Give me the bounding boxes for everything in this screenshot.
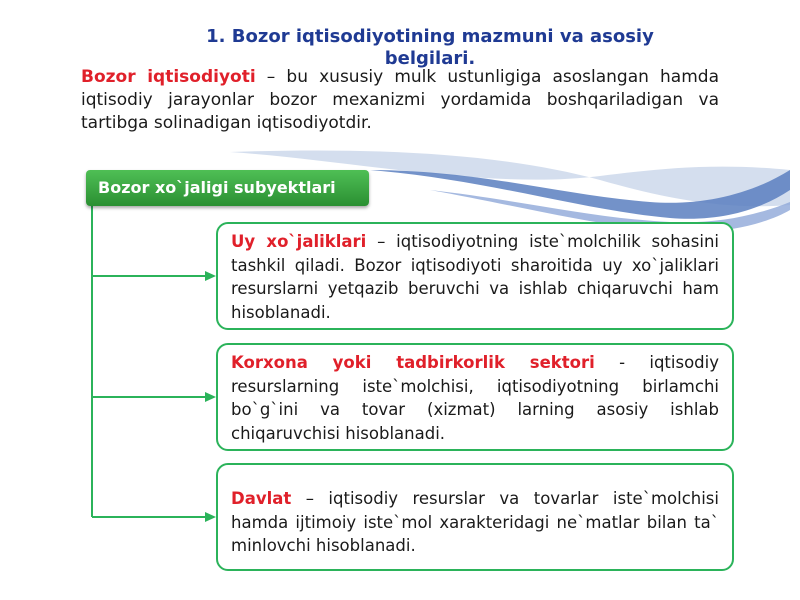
subject-term: Korxona yoki tadbirkorlik sektori [231,353,595,372]
subject-box-business [216,343,734,451]
subject-text: - iqtisodiy resurslarning iste`molchisi, iqtisodiyotning birlamchi bo`g`ini va tovar (xizmat) larning asosiy ishlab chiqaruvchisi hisoblanadi. [231,353,719,443]
definition-paragraph [81,66,719,135]
subject-term: Uy xo`jaliklari [231,232,367,251]
subject-text: – iqtisodiyotning iste`molchilik sohasini tashkil qiladi. Bozor iqtisodiyoti sharoitida uy xo`jaliklari resurslarni yetqazib beruvchi va ishlab chiqaruvchi ham hisoblanadi. [231,232,719,322]
subjects-badge: Bozor xo`jaligi subyektlari [86,170,369,206]
definition-text: – bu xususiy mulk ustunligiga asoslangan hamda iqtisodiy jarayonlar bozor mexanizmi yordamida boshqariladigan va tartibga solinadigan iqtisodiyotdir. [81,67,719,133]
subject-term: Davlat [231,489,292,508]
subject-box-households [216,222,734,330]
definition-term: Bozor iqtisodiyoti [81,67,256,87]
subject-box-state [216,463,734,571]
section-title: 1. Bozor iqtisodiyotining mazmuni va asosiy belgilari. [206,26,654,69]
subject-text: – iqtisodiy resurslar va tovarlar iste`molchisi hamda ijtimoiy iste`mol xarakteridagi ne`matlar bilan ta` minlovchi hisoblanadi. [231,489,719,555]
